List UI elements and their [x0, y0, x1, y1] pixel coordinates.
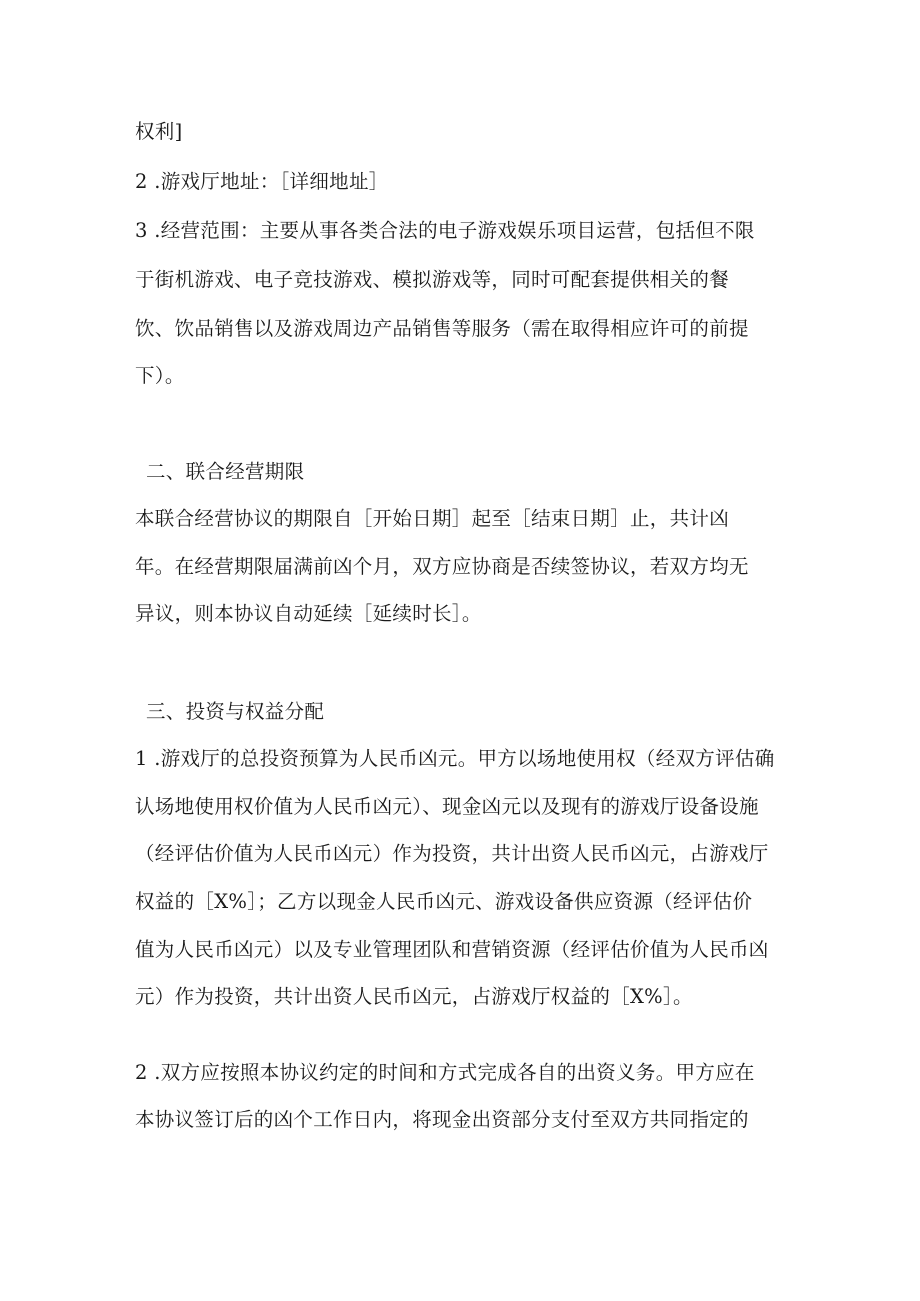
text-line: 3 .经营范围：主要从事各类合法的电子游戏娱乐项目运营，包括但不限 [135, 219, 755, 242]
text-line: 2 .游戏厅地址：［详细地址］ [135, 170, 389, 193]
text-line: 认场地使用权价值为人民币凶元）、现金凶元以及现有的游戏厅设备设施 [135, 795, 759, 818]
text-line: （经评估价值为人民币凶元）作为投资，共计出资人民币凶元，占游戏厅 [135, 842, 769, 865]
text-line: 本协议签订后的凶个工作日内，将现金出资部分支付至双方共同指定的 [135, 1108, 749, 1131]
text-line: 于街机游戏、电子竞技游戏、模拟游戏等，同时可配套提供相关的餐 [135, 268, 730, 291]
text-line: 本联合经营协议的期限自［开始日期］起至［结束日期］止，共计凶 [135, 507, 730, 530]
text-line: 权益的［X%］；乙方以现金人民币凶元、游戏设备供应资源（经评估价 [135, 890, 753, 913]
text-line: 1 .游戏厅的总投资预算为人民币凶元。甲方以场地使用权（经双方评估确 [135, 747, 775, 770]
text-line: 2 .双方应按照本协议约定的时间和方式完成各自的出资义务。甲方应在 [135, 1061, 755, 1084]
text-line: 饮、饮品销售以及游戏周边产品销售等服务（需在取得相应许可的前提 [135, 317, 749, 340]
text-line: 值为人民币凶元）以及专业管理团队和营销资源（经评估价值为人民币凶 [135, 938, 769, 961]
section-heading: 二、联合经营期限 [146, 460, 305, 483]
text-line: 元）作为投资，共计出资人民币凶元，占游戏厅权益的［X%］。 [135, 985, 693, 1008]
section-heading: 三、投资与权益分配 [146, 700, 325, 723]
text-line: 异议，则本协议自动延续［延续时长］。 [135, 602, 482, 625]
text-line: 下）。 [135, 364, 185, 387]
text-line: 年。在经营期限届满前凶个月，双方应协商是否续签协议，若双方均无 [135, 555, 749, 578]
text-line: 权利] [135, 120, 183, 143]
